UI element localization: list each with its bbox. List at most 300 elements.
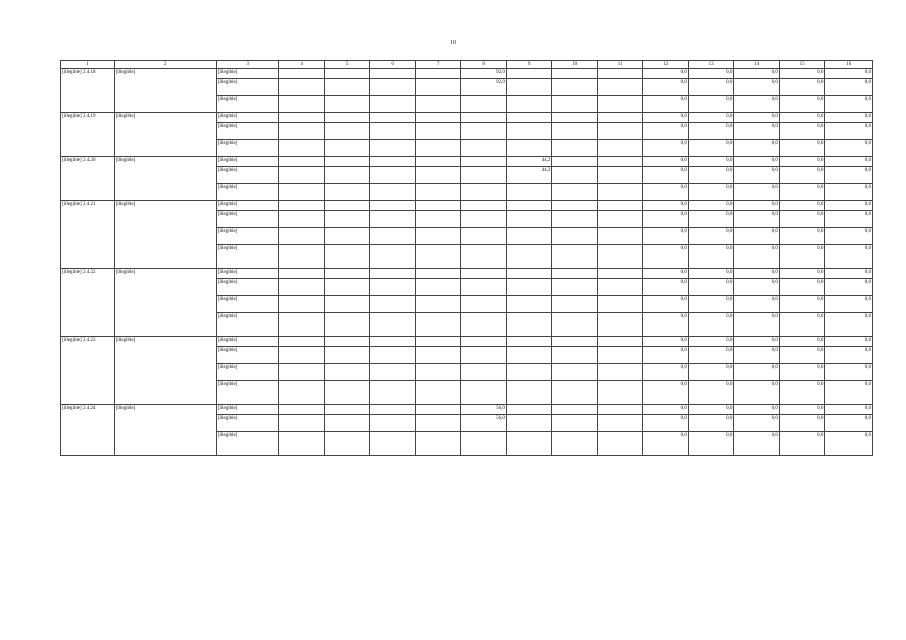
value-col-8 xyxy=(461,123,507,140)
value-col-12: 0,0 xyxy=(643,432,689,456)
value-col-7 xyxy=(415,167,461,184)
table-row xyxy=(61,405,873,415)
value-col-16: 0,0 xyxy=(825,269,873,279)
value-col-11 xyxy=(597,405,643,415)
value-col-13: 0,0 xyxy=(688,381,734,405)
column-number: 13 xyxy=(688,61,734,69)
value-col-10 xyxy=(552,313,598,337)
table-row xyxy=(61,69,873,79)
value-col-13: 0,0 xyxy=(688,140,734,157)
value-col-13: 0,0 xyxy=(688,313,734,337)
value-col-16: 0,0 xyxy=(825,79,873,96)
column-number: 2 xyxy=(114,61,216,69)
value-col-7 xyxy=(415,113,461,123)
column-number: 1 xyxy=(61,61,115,69)
value-col-6 xyxy=(370,337,416,347)
value-col-13: 0,0 xyxy=(688,79,734,96)
value-col-14: 0,0 xyxy=(734,415,780,432)
column-number: 14 xyxy=(734,61,780,69)
value-col-12: 0,0 xyxy=(643,167,689,184)
column-number: 8 xyxy=(461,61,507,69)
value-col-8: 92,0 xyxy=(461,79,507,96)
value-col-15: 0,0 xyxy=(779,415,825,432)
value-col-15: 0,0 xyxy=(779,113,825,123)
column-number-row xyxy=(61,61,873,69)
value-col-13: 0,0 xyxy=(688,96,734,113)
value-col-12: 0,0 xyxy=(643,123,689,140)
value-col-15: 0,0 xyxy=(779,79,825,96)
value-col-4 xyxy=(279,347,325,364)
value-col-7 xyxy=(415,157,461,167)
value-col-4 xyxy=(279,167,325,184)
activity-name: [illegible] xyxy=(114,157,216,201)
value-col-7 xyxy=(415,228,461,245)
value-col-11 xyxy=(597,313,643,337)
value-col-15: 0,0 xyxy=(779,269,825,279)
value-col-9 xyxy=(506,184,552,201)
value-col-8 xyxy=(461,184,507,201)
value-col-9 xyxy=(506,347,552,364)
value-col-12: 0,0 xyxy=(643,113,689,123)
value-col-6 xyxy=(370,432,416,456)
value-col-7 xyxy=(415,279,461,296)
value-col-14: 0,0 xyxy=(734,405,780,415)
value-col-12: 0,0 xyxy=(643,364,689,381)
value-col-6 xyxy=(370,347,416,364)
value-col-10 xyxy=(552,184,598,201)
value-col-5 xyxy=(324,96,370,113)
value-col-11 xyxy=(597,69,643,79)
value-col-5 xyxy=(324,337,370,347)
value-col-5 xyxy=(324,381,370,405)
value-col-6 xyxy=(370,381,416,405)
value-col-11 xyxy=(597,296,643,313)
table-row xyxy=(61,201,873,211)
value-col-16: 0,0 xyxy=(825,201,873,211)
value-col-8 xyxy=(461,432,507,456)
value-col-6 xyxy=(370,245,416,269)
value-col-9 xyxy=(506,405,552,415)
value-col-9 xyxy=(506,381,552,405)
funding-source: [illegible] xyxy=(216,167,279,184)
value-col-12: 0,0 xyxy=(643,79,689,96)
value-col-11 xyxy=(597,228,643,245)
value-col-12: 0,0 xyxy=(643,184,689,201)
value-col-13: 0,0 xyxy=(688,201,734,211)
value-col-6 xyxy=(370,140,416,157)
value-col-15: 0,0 xyxy=(779,347,825,364)
value-col-10 xyxy=(552,245,598,269)
value-col-16: 0,0 xyxy=(825,184,873,201)
value-col-14: 0,0 xyxy=(734,432,780,456)
value-col-8 xyxy=(461,313,507,337)
value-col-6 xyxy=(370,184,416,201)
column-number: 11 xyxy=(597,61,643,69)
funding-source: [illegible] xyxy=(216,96,279,113)
column-number: 5 xyxy=(324,61,370,69)
value-col-11 xyxy=(597,184,643,201)
value-col-14: 0,0 xyxy=(734,96,780,113)
funding-source: [illegible] xyxy=(216,279,279,296)
value-col-7 xyxy=(415,140,461,157)
value-col-15: 0,0 xyxy=(779,140,825,157)
value-col-7 xyxy=(415,211,461,228)
activity-code: [illegible] 2.4.21 xyxy=(61,201,115,269)
value-col-10 xyxy=(552,123,598,140)
value-col-13: 0,0 xyxy=(688,157,734,167)
value-col-5 xyxy=(324,364,370,381)
value-col-14: 0,0 xyxy=(734,279,780,296)
value-col-10 xyxy=(552,296,598,313)
value-col-14: 0,0 xyxy=(734,245,780,269)
value-col-6 xyxy=(370,313,416,337)
column-number: 15 xyxy=(779,61,825,69)
value-col-14: 0,0 xyxy=(734,123,780,140)
value-col-12: 0,0 xyxy=(643,381,689,405)
value-col-8 xyxy=(461,201,507,211)
value-col-4 xyxy=(279,96,325,113)
value-col-15: 0,0 xyxy=(779,167,825,184)
value-col-11 xyxy=(597,415,643,432)
value-col-9 xyxy=(506,228,552,245)
value-col-8 xyxy=(461,211,507,228)
value-col-8: 56,0 xyxy=(461,405,507,415)
funding-source: [illegible] xyxy=(216,201,279,211)
value-col-9 xyxy=(506,432,552,456)
value-col-7 xyxy=(415,79,461,96)
value-col-14: 0,0 xyxy=(734,69,780,79)
value-col-12: 0,0 xyxy=(643,296,689,313)
value-col-16: 0,0 xyxy=(825,69,873,79)
value-col-16: 0,0 xyxy=(825,123,873,140)
value-col-12: 0,0 xyxy=(643,157,689,167)
value-col-16: 0,0 xyxy=(825,405,873,415)
value-col-15: 0,0 xyxy=(779,245,825,269)
value-col-16: 0,0 xyxy=(825,279,873,296)
value-col-5 xyxy=(324,432,370,456)
activity-name: [illegible] xyxy=(114,69,216,113)
funding-source: [illegible] xyxy=(216,347,279,364)
value-col-5 xyxy=(324,69,370,79)
funding-source: [illegible] xyxy=(216,228,279,245)
value-col-8 xyxy=(461,381,507,405)
value-col-15: 0,0 xyxy=(779,184,825,201)
value-col-4 xyxy=(279,113,325,123)
value-col-12: 0,0 xyxy=(643,415,689,432)
value-col-9 xyxy=(506,279,552,296)
budget-table-body xyxy=(61,69,873,456)
value-col-15: 0,0 xyxy=(779,313,825,337)
value-col-13: 0,0 xyxy=(688,279,734,296)
value-col-7 xyxy=(415,184,461,201)
activity-name: [illegible] xyxy=(114,201,216,269)
value-col-14: 0,0 xyxy=(734,228,780,245)
value-col-7 xyxy=(415,123,461,140)
value-col-12: 0,0 xyxy=(643,228,689,245)
value-col-15: 0,0 xyxy=(779,381,825,405)
value-col-5 xyxy=(324,228,370,245)
column-number: 7 xyxy=(415,61,461,69)
value-col-16: 0,0 xyxy=(825,113,873,123)
value-col-7 xyxy=(415,201,461,211)
value-col-10 xyxy=(552,79,598,96)
value-col-5 xyxy=(324,201,370,211)
value-col-4 xyxy=(279,269,325,279)
value-col-16: 0,0 xyxy=(825,432,873,456)
value-col-12: 0,0 xyxy=(643,269,689,279)
value-col-9 xyxy=(506,211,552,228)
value-col-8 xyxy=(461,296,507,313)
value-col-5 xyxy=(324,184,370,201)
value-col-14: 0,0 xyxy=(734,157,780,167)
value-col-8 xyxy=(461,347,507,364)
value-col-13: 0,0 xyxy=(688,269,734,279)
table-row xyxy=(61,113,873,123)
value-col-4 xyxy=(279,184,325,201)
value-col-16: 0,0 xyxy=(825,96,873,113)
value-col-12: 0,0 xyxy=(643,245,689,269)
value-col-5 xyxy=(324,157,370,167)
value-col-12: 0,0 xyxy=(643,313,689,337)
value-col-9 xyxy=(506,245,552,269)
value-col-12: 0,0 xyxy=(643,279,689,296)
value-col-5 xyxy=(324,347,370,364)
value-col-4 xyxy=(279,228,325,245)
value-col-7 xyxy=(415,381,461,405)
value-col-14: 0,0 xyxy=(734,313,780,337)
value-col-14: 0,0 xyxy=(734,381,780,405)
activity-name: [illegible] xyxy=(114,269,216,337)
funding-source: [illegible] xyxy=(216,69,279,79)
value-col-9 xyxy=(506,140,552,157)
value-col-8 xyxy=(461,157,507,167)
value-col-6 xyxy=(370,364,416,381)
value-col-9 xyxy=(506,69,552,79)
value-col-14: 0,0 xyxy=(734,269,780,279)
value-col-8 xyxy=(461,96,507,113)
funding-source: [illegible] xyxy=(216,337,279,347)
value-col-9: 44,2 xyxy=(506,167,552,184)
value-col-5 xyxy=(324,405,370,415)
value-col-5 xyxy=(324,123,370,140)
value-col-7 xyxy=(415,96,461,113)
value-col-15: 0,0 xyxy=(779,201,825,211)
funding-source: [illegible] xyxy=(216,79,279,96)
value-col-11 xyxy=(597,364,643,381)
value-col-11 xyxy=(597,269,643,279)
value-col-5 xyxy=(324,269,370,279)
funding-source: [illegible] xyxy=(216,432,279,456)
value-col-16: 0,0 xyxy=(825,211,873,228)
funding-source: [illegible] xyxy=(216,381,279,405)
value-col-14: 0,0 xyxy=(734,337,780,347)
value-col-4 xyxy=(279,123,325,140)
value-col-11 xyxy=(597,167,643,184)
value-col-5 xyxy=(324,313,370,337)
value-col-12: 0,0 xyxy=(643,337,689,347)
column-number: 12 xyxy=(643,61,689,69)
value-col-6 xyxy=(370,123,416,140)
value-col-6 xyxy=(370,96,416,113)
value-col-11 xyxy=(597,113,643,123)
funding-source: [illegible] xyxy=(216,415,279,432)
value-col-5 xyxy=(324,279,370,296)
value-col-10 xyxy=(552,381,598,405)
value-col-10 xyxy=(552,415,598,432)
value-col-9 xyxy=(506,79,552,96)
value-col-7 xyxy=(415,415,461,432)
value-col-10 xyxy=(552,167,598,184)
value-col-11 xyxy=(597,211,643,228)
table-row xyxy=(61,337,873,347)
value-col-10 xyxy=(552,211,598,228)
value-col-4 xyxy=(279,157,325,167)
value-col-9 xyxy=(506,96,552,113)
value-col-7 xyxy=(415,347,461,364)
value-col-15: 0,0 xyxy=(779,364,825,381)
value-col-5 xyxy=(324,211,370,228)
value-col-11 xyxy=(597,79,643,96)
value-col-4 xyxy=(279,79,325,96)
column-number: 16 xyxy=(825,61,873,69)
value-col-10 xyxy=(552,228,598,245)
value-col-10 xyxy=(552,140,598,157)
value-col-16: 0,0 xyxy=(825,140,873,157)
value-col-14: 0,0 xyxy=(734,113,780,123)
activity-code: [illegible] 2.4.19 xyxy=(61,113,115,157)
value-col-15: 0,0 xyxy=(779,211,825,228)
value-col-7 xyxy=(415,69,461,79)
column-number: 4 xyxy=(279,61,325,69)
funding-source: [illegible] xyxy=(216,211,279,228)
value-col-14: 0,0 xyxy=(734,364,780,381)
value-col-4 xyxy=(279,381,325,405)
value-col-7 xyxy=(415,432,461,456)
funding-source: [illegible] xyxy=(216,296,279,313)
value-col-7 xyxy=(415,364,461,381)
value-col-8 xyxy=(461,113,507,123)
value-col-9 xyxy=(506,269,552,279)
value-col-4 xyxy=(279,415,325,432)
value-col-12: 0,0 xyxy=(643,96,689,113)
value-col-10 xyxy=(552,432,598,456)
value-col-14: 0,0 xyxy=(734,296,780,313)
value-col-10 xyxy=(552,201,598,211)
value-col-4 xyxy=(279,313,325,337)
value-col-11 xyxy=(597,245,643,269)
value-col-10 xyxy=(552,405,598,415)
value-col-8 xyxy=(461,337,507,347)
value-col-9 xyxy=(506,337,552,347)
activity-name: [illegible] xyxy=(114,337,216,405)
value-col-13: 0,0 xyxy=(688,337,734,347)
value-col-11 xyxy=(597,123,643,140)
value-col-4 xyxy=(279,337,325,347)
value-col-12: 0,0 xyxy=(643,201,689,211)
value-col-11 xyxy=(597,96,643,113)
value-col-11 xyxy=(597,157,643,167)
value-col-10 xyxy=(552,157,598,167)
activity-name: [illegible] xyxy=(114,113,216,157)
value-col-8: 56,0 xyxy=(461,415,507,432)
value-col-10 xyxy=(552,96,598,113)
value-col-13: 0,0 xyxy=(688,113,734,123)
column-number: 6 xyxy=(370,61,416,69)
value-col-11 xyxy=(597,279,643,296)
funding-source: [illegible] xyxy=(216,364,279,381)
value-col-15: 0,0 xyxy=(779,337,825,347)
value-col-7 xyxy=(415,313,461,337)
value-col-8 xyxy=(461,140,507,157)
value-col-4 xyxy=(279,201,325,211)
value-col-9 xyxy=(506,364,552,381)
value-col-8 xyxy=(461,167,507,184)
value-col-9 xyxy=(506,415,552,432)
funding-source: [illegible] xyxy=(216,113,279,123)
value-col-5 xyxy=(324,415,370,432)
value-col-15: 0,0 xyxy=(779,228,825,245)
value-col-5 xyxy=(324,113,370,123)
value-col-7 xyxy=(415,405,461,415)
value-col-14: 0,0 xyxy=(734,184,780,201)
value-col-13: 0,0 xyxy=(688,184,734,201)
value-col-5 xyxy=(324,167,370,184)
value-col-6 xyxy=(370,296,416,313)
value-col-14: 0,0 xyxy=(734,201,780,211)
value-col-10 xyxy=(552,269,598,279)
value-col-15: 0,0 xyxy=(779,279,825,296)
value-col-16: 0,0 xyxy=(825,415,873,432)
value-col-10 xyxy=(552,364,598,381)
value-col-13: 0,0 xyxy=(688,167,734,184)
value-col-4 xyxy=(279,279,325,296)
funding-source: [illegible] xyxy=(216,184,279,201)
value-col-8 xyxy=(461,364,507,381)
value-col-8 xyxy=(461,279,507,296)
value-col-8 xyxy=(461,228,507,245)
value-col-15: 0,0 xyxy=(779,432,825,456)
value-col-6 xyxy=(370,69,416,79)
table-row xyxy=(61,269,873,279)
column-number: 9 xyxy=(506,61,552,69)
value-col-10 xyxy=(552,337,598,347)
activity-code: [illegible] 2.4.22 xyxy=(61,269,115,337)
value-col-12: 0,0 xyxy=(643,347,689,364)
value-col-11 xyxy=(597,381,643,405)
value-col-16: 0,0 xyxy=(825,347,873,364)
value-col-5 xyxy=(324,245,370,269)
value-col-9: 44,2 xyxy=(506,157,552,167)
value-col-8: 92,0 xyxy=(461,69,507,79)
activity-code: [illegible] 2.4.18 xyxy=(61,69,115,113)
value-col-10 xyxy=(552,113,598,123)
value-col-9 xyxy=(506,296,552,313)
activity-name: [illegible] xyxy=(114,405,216,456)
activity-code: [illegible] 2.4.23 xyxy=(61,337,115,405)
value-col-13: 0,0 xyxy=(688,415,734,432)
value-col-16: 0,0 xyxy=(825,313,873,337)
value-col-7 xyxy=(415,269,461,279)
value-col-14: 0,0 xyxy=(734,347,780,364)
value-col-9 xyxy=(506,113,552,123)
funding-source: [illegible] xyxy=(216,140,279,157)
value-col-6 xyxy=(370,113,416,123)
value-col-6 xyxy=(370,405,416,415)
value-col-12: 0,0 xyxy=(643,211,689,228)
value-col-14: 0,0 xyxy=(734,211,780,228)
value-col-4 xyxy=(279,364,325,381)
value-col-6 xyxy=(370,167,416,184)
